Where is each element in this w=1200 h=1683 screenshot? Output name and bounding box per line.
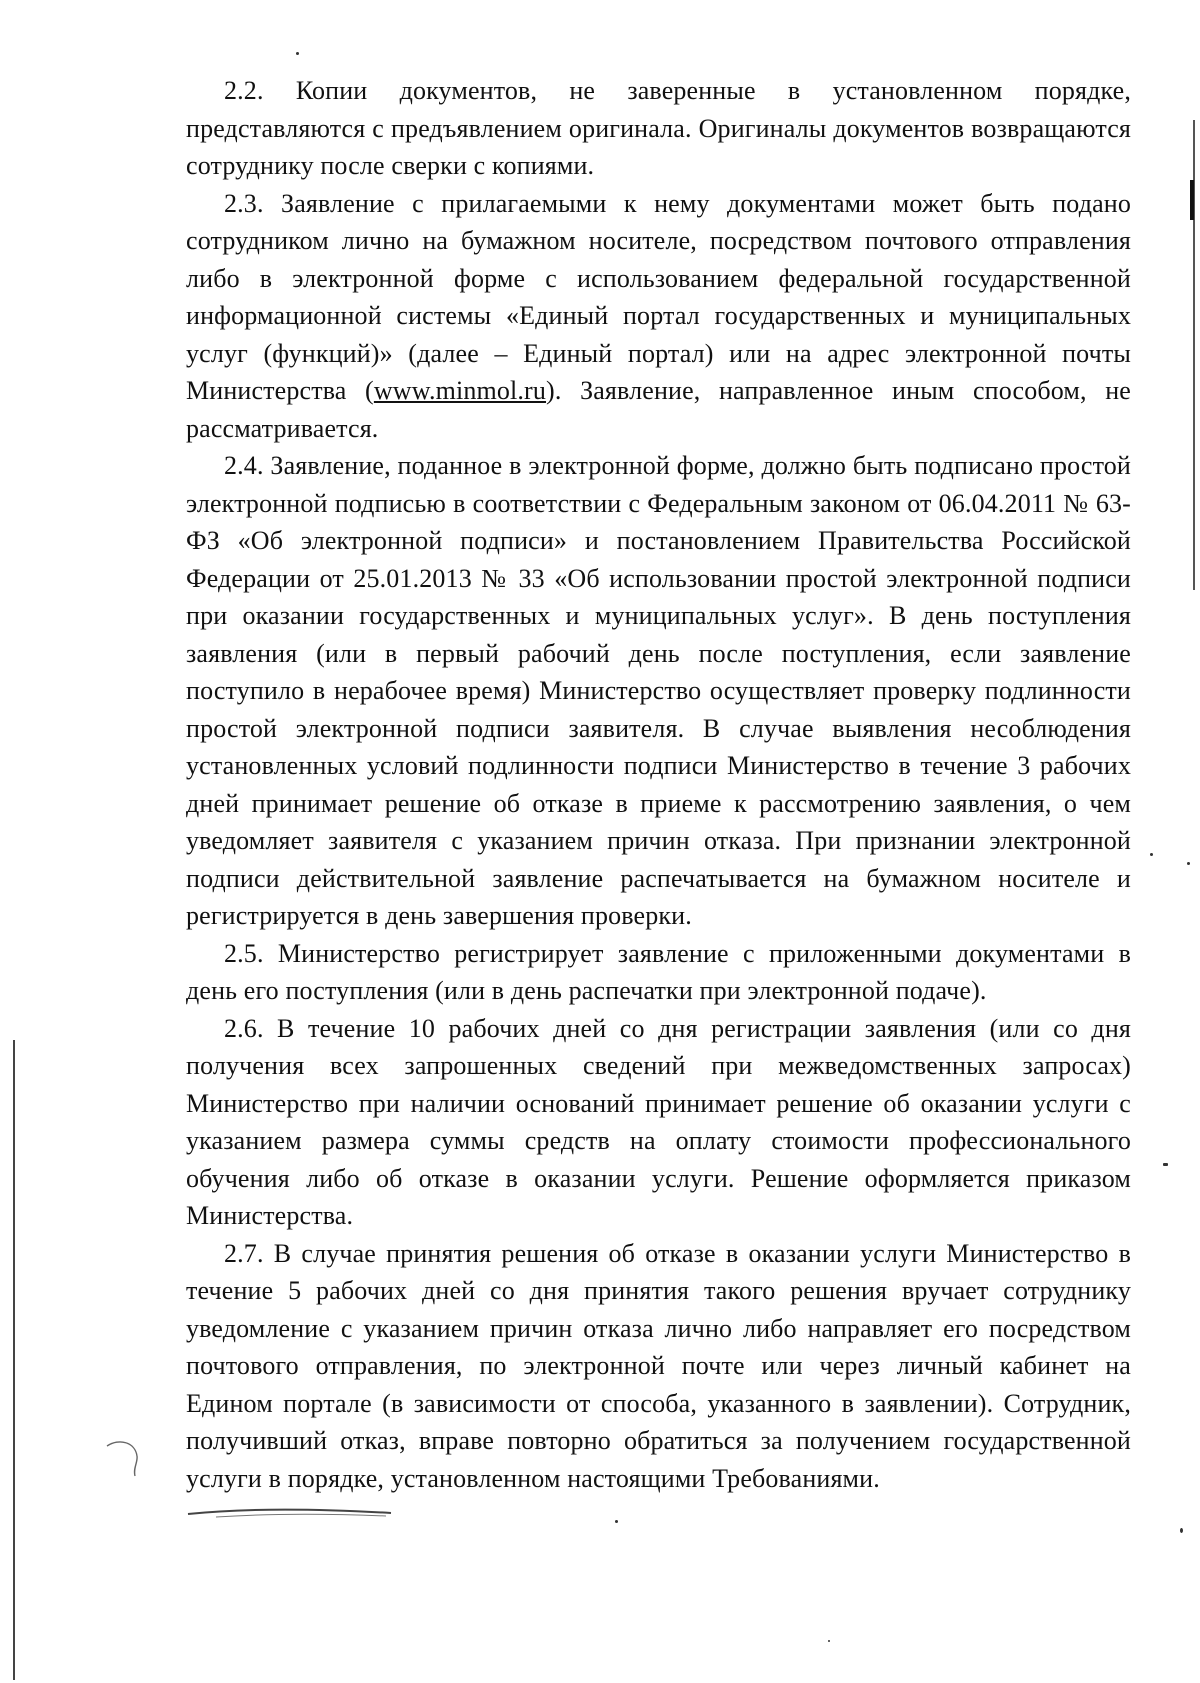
document-body (186, 72, 1131, 1497)
handwritten-stroke (105, 1440, 145, 1480)
paragraph-2-3-text-start: 2.3. Заявление с прилагаемыми к нему документами может быть подано сотрудником лично на бумажном носителе, посредством почтового отправления либо в электронной форме с использованием федеральной государственной информационной системы «Единый портал государственных и муниципальных услуг (функций)» (далее – Единый портал) или на адрес электронной почты Министерства ( (186, 188, 1131, 405)
scan-speck (1180, 1528, 1183, 1533)
paragraph-2-4: 2.4. Заявление, поданное в электронной форме, должно быть подписано простой электронной подписью в соответствии с Федеральным законом от 06.04.2011 № 63-ФЗ «Об электронной подписи» и постановлением Правительства Российской Федерации от 25.01.2013 № 33 «Об использовании простой электронной подписи при оказании государственных и муниципальных услуг». В день поступления заявления (или в первый рабочий день после поступления, если заявление поступило в нерабочее время) Министерство осуществляет проверку подлинности простой электронной подписи заявителя. В случае выявления несоблюдения установленных условий подлинности подписи Министерство в течение 3 рабочих дней принимает решение об отказе в приеме к рассмотрению заявления, о чем уведомляет заявителя с указанием причин отказа. При признании электронной подписи действительной заявление распечатывается на бумажном носителе и регистрируется в день завершения проверки. (186, 451, 1131, 930)
scan-edge-mark (13, 1040, 15, 1680)
paragraph-2-6: 2.6. В течение 10 рабочих дней со дня регистрации заявления (или со дня получения всех запрошенных сведений при межведомственных запросах) Министерство при наличии оснований принимает решение об оказании услуги с указанием размера суммы средств на оплату стоимости профессионального обучения либо об отказе в оказании услуги. Решение оформляется приказом Министерства. (186, 1013, 1131, 1230)
paragraph-2-5: 2.5. Министерство регистрирует заявление с приложенными документами в день его поступления (или в день распечатки при электронной подаче). (186, 938, 1131, 1005)
ministry-website-link[interactable]: www.minmol.ru (373, 376, 547, 405)
scan-speck (1187, 862, 1190, 865)
scan-edge-mark (1190, 180, 1194, 220)
paragraph-2-3 (186, 185, 1131, 448)
scan-speck (1150, 853, 1153, 856)
paragraph-2-3-text-end: ). Заявление, направленное иным способом, не рассматривается. (186, 376, 1131, 443)
scan-speck (828, 1640, 830, 1642)
scan-speck (296, 52, 299, 55)
paragraph-2-7: 2.7. В случае принятия решения об отказе в оказании услуги Министерство в течение 5 рабочих дней со дня принятия такого решения вручает сотруднику уведомление с указанием причин отказа лично либо направляет его посредством почтового отправления, по электронной почте или через личный кабинет на Едином портале (в зависимости от способа, указанного в заявлении). Сотрудник, получивший отказ, вправе повторно обратиться за получением государственной услуги в порядке, установленном настоящими Требованиями. (186, 1238, 1131, 1493)
scan-speck (1163, 1163, 1168, 1166)
scan-speck (615, 1520, 618, 1523)
handwritten-underline (186, 1505, 396, 1519)
paragraph-2-2: 2.2. Копии документов, не заверенные в установленном порядке, представляются с предъявлением оригинала. Оригиналы документов возвращаются сотруднику после сверки с копиями. (186, 76, 1131, 180)
